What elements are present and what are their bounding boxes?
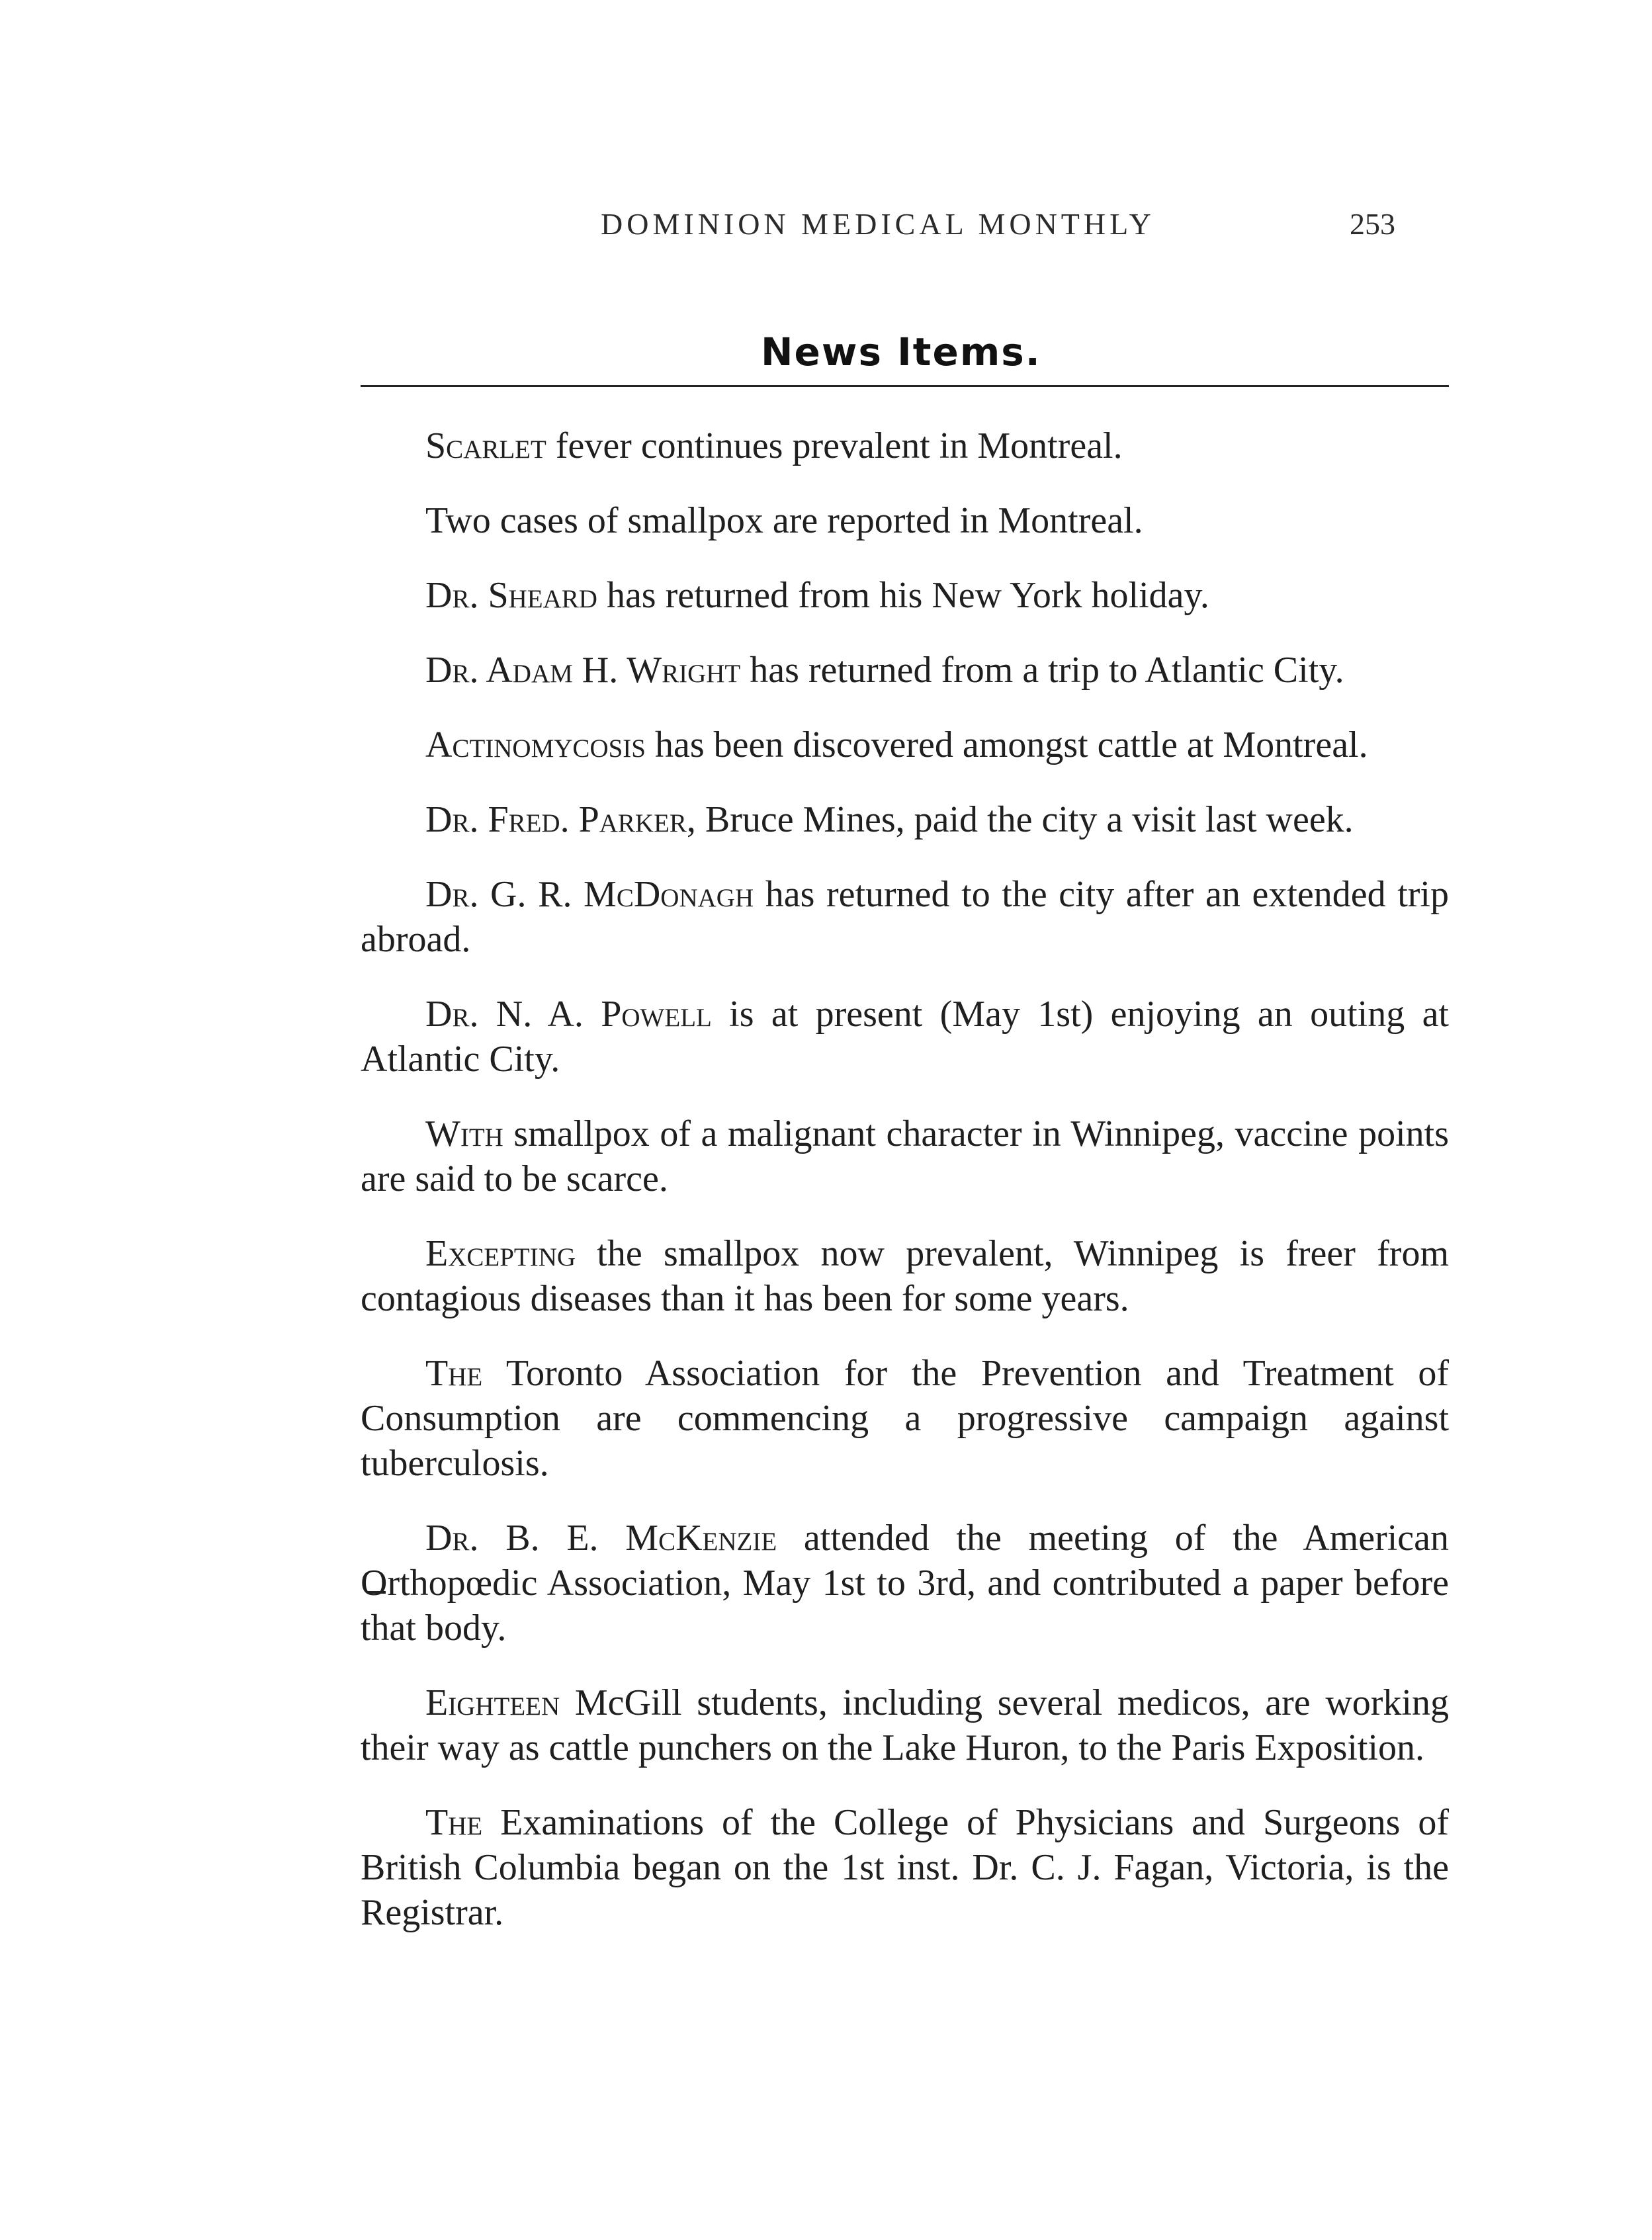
news-item-text: Bruce Mines, paid the city a visit last week. xyxy=(695,799,1354,840)
news-item-text: has returned from a trip to Atlantic City. xyxy=(740,650,1344,691)
news-item-lead: Dr. Adam H. Wright xyxy=(425,650,741,691)
section-title: News Items. xyxy=(761,329,1041,374)
news-item xyxy=(361,1111,1449,1201)
news-item-lead: Dr. N. A. Powell xyxy=(425,994,712,1035)
news-item-lead: Excepting xyxy=(425,1233,576,1274)
news-item xyxy=(361,797,1449,842)
news-item xyxy=(361,1680,1449,1770)
news-item-lead: Eighteen xyxy=(425,1682,560,1723)
page-number: 253 xyxy=(1350,207,1395,241)
news-item-lead: Actinomycosis xyxy=(425,724,646,765)
running-title: DOMINION MEDICAL MONTHLY xyxy=(601,207,1155,241)
news-item-text: Two cases of smallpox are reported in Montreal. xyxy=(425,500,1143,541)
news-item-text: Examinations of the College of Physicians and Surgeons of British Columbia began on the 1st inst. Dr. C. J. Fagan, Victoria, is the Registrar. xyxy=(361,1802,1449,1933)
news-item-lead: Scarlet xyxy=(425,425,546,466)
news-item-text: has returned to the city after an extended trip abroad. xyxy=(361,874,1449,960)
news-item-lead: Dr. B. E. McKenzie xyxy=(425,1518,777,1559)
news-item xyxy=(361,573,1449,618)
news-item-lead: Dr. Fred. Parker, xyxy=(425,799,696,840)
news-item-text: is at present (May 1st) enjoying an outing at Atlantic City. xyxy=(361,994,1449,1080)
news-item-text: smallpox of a malignant character in Winnipeg, vaccine points are said to be scarce. xyxy=(361,1113,1449,1199)
news-item-lead: With xyxy=(425,1113,503,1154)
news-item-lead: Dr. Sheard xyxy=(425,575,597,616)
news-item-text: McGill students, including several medicos, are working their way as cattle punchers on the Lake Huron, to the Paris Exposition. xyxy=(361,1682,1449,1768)
news-item xyxy=(361,498,1449,543)
news-item-text: has been discovered amongst cattle at Montreal. xyxy=(645,724,1368,765)
news-item xyxy=(361,1800,1449,1935)
news-items-list xyxy=(361,423,1449,1965)
news-item-text: has returned from his New York holiday. xyxy=(597,575,1209,616)
news-item-lead: Dr. G. R. McDonagh xyxy=(425,874,754,915)
news-item-text: the smallpox now prevalent, Winnipeg is freer from contagious diseases than it has been for some years. xyxy=(361,1233,1449,1319)
news-item xyxy=(361,423,1449,468)
news-item xyxy=(361,872,1449,962)
news-item-lead: The xyxy=(425,1802,483,1843)
news-item xyxy=(361,648,1449,693)
news-item-text: attended the meeting of the American Orthopœdic Association, May 1st to 3rd, and contributed a paper before that body. xyxy=(361,1518,1449,1649)
news-item xyxy=(361,1231,1449,1321)
title-rule xyxy=(361,385,1449,387)
news-item-text: Toronto Association for the Prevention and Treatment of Consumption are commencing a progressive campaign against tuberculosis. xyxy=(361,1353,1449,1484)
news-item-lead: The xyxy=(425,1353,483,1394)
news-item xyxy=(361,1351,1449,1486)
news-item-text: fever continues prevalent in Montreal. xyxy=(546,425,1123,466)
news-item xyxy=(361,1516,1449,1651)
news-item xyxy=(361,992,1449,1082)
news-item xyxy=(361,722,1449,767)
